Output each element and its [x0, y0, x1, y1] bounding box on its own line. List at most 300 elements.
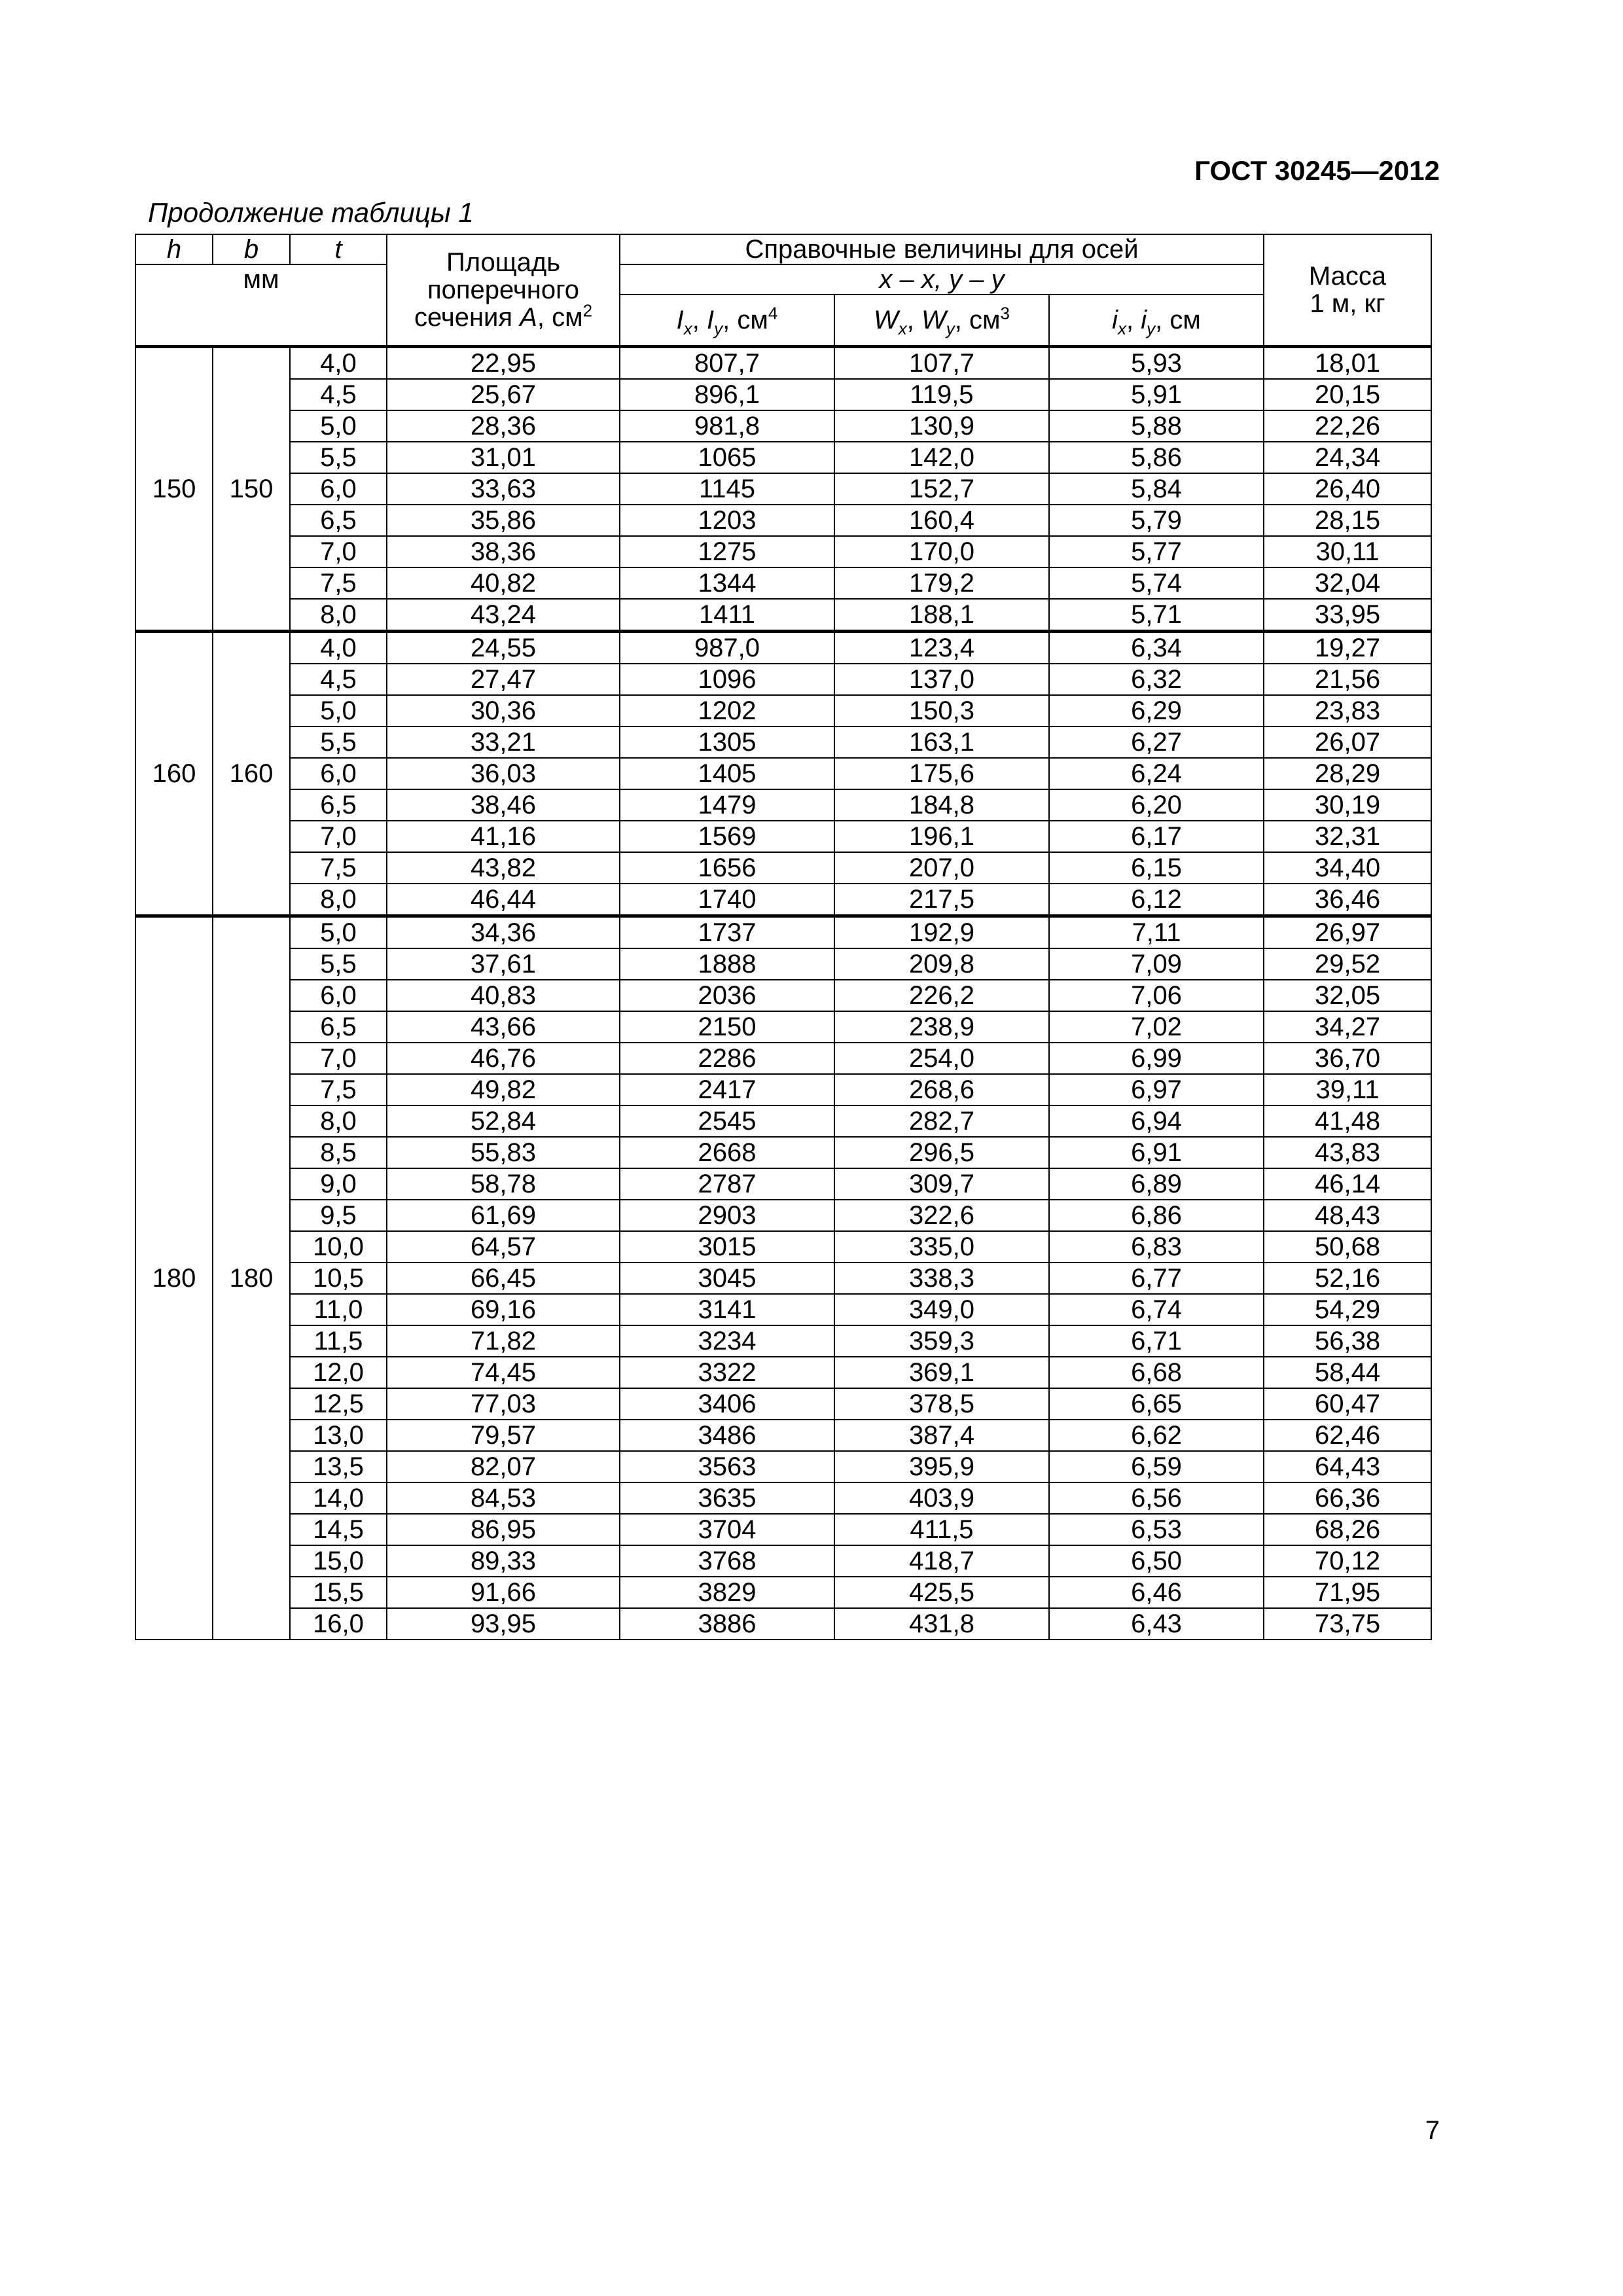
cell-inertia: 3886 — [620, 1608, 834, 1640]
area-unit: , см — [537, 303, 583, 332]
size-group — [135, 632, 1431, 916]
cell-area: 91,66 — [387, 1577, 620, 1608]
inertia-sep: , — [692, 306, 707, 334]
cell-inertia: 3768 — [620, 1545, 834, 1577]
cell-radius: 6,20 — [1049, 789, 1264, 821]
cell-radius: 5,88 — [1049, 410, 1264, 442]
cell-area: 22,95 — [387, 347, 620, 380]
cell-radius: 6,43 — [1049, 1608, 1264, 1640]
cell-mass: 30,19 — [1264, 789, 1431, 821]
inertia-var-2: I — [707, 306, 715, 334]
cell-t: 7,0 — [290, 536, 387, 567]
cell-t: 5,0 — [290, 695, 387, 726]
cell-t: 13,5 — [290, 1451, 387, 1482]
cell-radius: 6,74 — [1049, 1294, 1264, 1325]
cell-modulus: 196,1 — [834, 821, 1049, 852]
table-row — [135, 1263, 1431, 1294]
cell-t: 7,5 — [290, 567, 387, 599]
cell-modulus: 119,5 — [834, 379, 1049, 410]
cell-t: 15,0 — [290, 1545, 387, 1577]
table-header — [135, 234, 1431, 347]
cell-t: 12,0 — [290, 1357, 387, 1388]
document-code: ГОСТ 30245—2012 — [1194, 155, 1440, 186]
table-row — [135, 347, 1431, 380]
table-row — [135, 664, 1431, 695]
cell-modulus: 107,7 — [834, 347, 1049, 380]
inertia-sub-y: y — [714, 319, 723, 338]
inertia-var: I — [676, 306, 684, 334]
cell-inertia: 3322 — [620, 1357, 834, 1388]
cell-t: 13,0 — [290, 1420, 387, 1451]
cell-inertia: 2150 — [620, 1011, 834, 1043]
cell-radius: 6,65 — [1049, 1388, 1264, 1420]
cell-radius: 6,53 — [1049, 1514, 1264, 1545]
table-row — [135, 410, 1431, 442]
cell-inertia: 3704 — [620, 1514, 834, 1545]
cell-area: 79,57 — [387, 1420, 620, 1451]
table-row — [135, 1608, 1431, 1640]
table-row — [135, 1451, 1431, 1482]
table-row — [135, 1482, 1431, 1514]
radius-sep: , — [1126, 306, 1141, 334]
table-row — [135, 1074, 1431, 1105]
cell-inertia: 1065 — [620, 442, 834, 473]
cell-modulus: 254,0 — [834, 1043, 1049, 1074]
table-row — [135, 567, 1431, 599]
table-row — [135, 1231, 1431, 1263]
cell-area: 71,82 — [387, 1325, 620, 1357]
cell-t: 4,0 — [290, 632, 387, 664]
cell-mass: 52,16 — [1264, 1263, 1431, 1294]
cell-radius: 6,34 — [1049, 632, 1264, 664]
table-row — [135, 632, 1431, 664]
cell-t: 16,0 — [290, 1608, 387, 1640]
cell-modulus: 378,5 — [834, 1388, 1049, 1420]
cell-modulus: 369,1 — [834, 1357, 1049, 1388]
cell-modulus: 411,5 — [834, 1514, 1049, 1545]
modulus-var: W — [874, 306, 899, 334]
cell-radius: 6,46 — [1049, 1577, 1264, 1608]
cell-t: 7,5 — [290, 852, 387, 884]
cell-inertia: 2036 — [620, 980, 834, 1011]
inertia-exp: 4 — [768, 303, 778, 323]
cell-inertia: 3141 — [620, 1294, 834, 1325]
cell-area: 93,95 — [387, 1608, 620, 1640]
cell-area: 74,45 — [387, 1357, 620, 1388]
cell-inertia: 3045 — [620, 1263, 834, 1294]
cell-radius: 6,62 — [1049, 1420, 1264, 1451]
radius-unit: , см — [1155, 306, 1201, 334]
ref-values-header: Справочные величины для осей — [620, 234, 1264, 264]
table-caption: Продолжение таблицы 1 — [148, 197, 474, 228]
cell-area: 30,36 — [387, 695, 620, 726]
col-t-header: t — [290, 234, 387, 264]
area-line-3: сечения — [414, 303, 513, 332]
cell-modulus: 188,1 — [834, 599, 1049, 632]
table-row — [135, 1420, 1431, 1451]
cell-inertia: 2545 — [620, 1105, 834, 1137]
cell-inertia: 2286 — [620, 1043, 834, 1074]
cell-radius: 6,12 — [1049, 884, 1264, 916]
cell-modulus: 268,6 — [834, 1074, 1049, 1105]
cell-t: 4,0 — [290, 347, 387, 380]
cell-mass: 28,29 — [1264, 758, 1431, 789]
cell-t: 8,0 — [290, 599, 387, 632]
cell-area: 84,53 — [387, 1482, 620, 1514]
cell-inertia: 1344 — [620, 567, 834, 599]
cell-inertia: 1740 — [620, 884, 834, 916]
cell-modulus: 130,9 — [834, 410, 1049, 442]
cell-mass: 70,12 — [1264, 1545, 1431, 1577]
cell-inertia: 2787 — [620, 1168, 834, 1200]
cell-modulus: 338,3 — [834, 1263, 1049, 1294]
cell-radius: 6,77 — [1049, 1263, 1264, 1294]
cell-inertia: 3406 — [620, 1388, 834, 1420]
cell-inertia: 1305 — [620, 726, 834, 758]
cell-radius: 6,99 — [1049, 1043, 1264, 1074]
cell-mass: 46,14 — [1264, 1168, 1431, 1200]
table-row — [135, 980, 1431, 1011]
cell-modulus: 335,0 — [834, 1231, 1049, 1263]
modulus-exp: 3 — [1000, 303, 1010, 323]
inertia-sub-x: x — [683, 319, 692, 338]
cell-modulus: 163,1 — [834, 726, 1049, 758]
cell-inertia: 1569 — [620, 821, 834, 852]
axes-header: x – x, y – y — [620, 264, 1264, 295]
table-row — [135, 916, 1431, 949]
profile-table — [135, 234, 1432, 1640]
cell-inertia: 3486 — [620, 1420, 834, 1451]
cell-mass: 34,27 — [1264, 1011, 1431, 1043]
cell-area: 35,86 — [387, 505, 620, 536]
cell-radius: 5,84 — [1049, 473, 1264, 505]
cell-t: 8,0 — [290, 1105, 387, 1137]
cell-radius: 6,68 — [1049, 1357, 1264, 1388]
cell-modulus: 123,4 — [834, 632, 1049, 664]
cell-area: 55,83 — [387, 1137, 620, 1168]
cell-inertia: 1479 — [620, 789, 834, 821]
cell-area: 82,07 — [387, 1451, 620, 1482]
cell-area: 24,55 — [387, 632, 620, 664]
cell-modulus: 431,8 — [834, 1608, 1049, 1640]
cell-modulus: 160,4 — [834, 505, 1049, 536]
cell-radius: 5,79 — [1049, 505, 1264, 536]
modulus-var-2: W — [921, 306, 946, 334]
radius-sub-x: x — [1118, 319, 1127, 338]
cell-t: 5,5 — [290, 948, 387, 980]
table-row — [135, 1200, 1431, 1231]
cell-t: 5,0 — [290, 410, 387, 442]
size-group — [135, 916, 1431, 1640]
area-exp: 2 — [582, 300, 593, 321]
cell-modulus: 425,5 — [834, 1577, 1049, 1608]
modulus-unit: , см — [954, 306, 1001, 334]
cell-radius: 6,15 — [1049, 852, 1264, 884]
cell-t: 6,0 — [290, 758, 387, 789]
cell-area: 40,82 — [387, 567, 620, 599]
cell-b: 150 — [213, 347, 290, 632]
cell-b: 180 — [213, 916, 290, 1640]
cell-radius: 7,11 — [1049, 916, 1264, 949]
cell-area: 77,03 — [387, 1388, 620, 1420]
cell-mass: 68,26 — [1264, 1514, 1431, 1545]
col-area-header — [387, 234, 620, 347]
cell-mass: 32,31 — [1264, 821, 1431, 852]
cell-t: 4,5 — [290, 664, 387, 695]
table-row — [135, 473, 1431, 505]
col-inertia-header — [620, 295, 834, 347]
cell-t: 10,5 — [290, 1263, 387, 1294]
col-radius-header — [1049, 295, 1264, 347]
cell-mass: 32,04 — [1264, 567, 1431, 599]
cell-area: 40,83 — [387, 980, 620, 1011]
cell-t: 7,5 — [290, 1074, 387, 1105]
cell-inertia: 1888 — [620, 948, 834, 980]
area-line-1: Площадь — [446, 248, 561, 277]
cell-t: 12,5 — [290, 1388, 387, 1420]
cell-t: 6,5 — [290, 789, 387, 821]
cell-area: 52,84 — [387, 1105, 620, 1137]
cell-inertia: 2417 — [620, 1074, 834, 1105]
cell-area: 66,45 — [387, 1263, 620, 1294]
cell-t: 7,0 — [290, 1043, 387, 1074]
table-row — [135, 536, 1431, 567]
col-mass-header — [1264, 234, 1431, 347]
cell-t: 8,5 — [290, 1137, 387, 1168]
cell-area: 41,16 — [387, 821, 620, 852]
cell-mass: 29,52 — [1264, 948, 1431, 980]
page-number: 7 — [1425, 2116, 1440, 2145]
cell-modulus: 359,3 — [834, 1325, 1049, 1357]
cell-modulus: 207,0 — [834, 852, 1049, 884]
table-row — [135, 1357, 1431, 1388]
table-row — [135, 789, 1431, 821]
cell-area: 36,03 — [387, 758, 620, 789]
cell-radius: 6,89 — [1049, 1168, 1264, 1200]
cell-area: 58,78 — [387, 1168, 620, 1200]
cell-t: 6,0 — [290, 473, 387, 505]
cell-inertia: 1405 — [620, 758, 834, 789]
cell-inertia: 1096 — [620, 664, 834, 695]
cell-inertia: 896,1 — [620, 379, 834, 410]
cell-radius: 6,59 — [1049, 1451, 1264, 1482]
table-row — [135, 1294, 1431, 1325]
cell-radius: 6,27 — [1049, 726, 1264, 758]
cell-mass: 19,27 — [1264, 632, 1431, 664]
cell-t: 5,0 — [290, 916, 387, 949]
cell-modulus: 150,3 — [834, 695, 1049, 726]
table-row — [135, 758, 1431, 789]
cell-inertia: 3563 — [620, 1451, 834, 1482]
cell-modulus: 238,9 — [834, 1011, 1049, 1043]
cell-area: 38,36 — [387, 536, 620, 567]
cell-inertia: 3635 — [620, 1482, 834, 1514]
cell-modulus: 395,9 — [834, 1451, 1049, 1482]
cell-area: 25,67 — [387, 379, 620, 410]
table-row — [135, 1545, 1431, 1577]
cell-modulus: 418,7 — [834, 1545, 1049, 1577]
cell-modulus: 309,7 — [834, 1168, 1049, 1200]
cell-inertia: 3234 — [620, 1325, 834, 1357]
cell-mass: 24,34 — [1264, 442, 1431, 473]
cell-area: 61,69 — [387, 1200, 620, 1231]
cell-radius: 7,02 — [1049, 1011, 1264, 1043]
cell-mass: 26,97 — [1264, 916, 1431, 949]
cell-mass: 26,40 — [1264, 473, 1431, 505]
inertia-unit: , см — [722, 306, 768, 334]
cell-area: 31,01 — [387, 442, 620, 473]
table-row — [135, 1577, 1431, 1608]
cell-mass: 66,36 — [1264, 1482, 1431, 1514]
cell-t: 5,5 — [290, 726, 387, 758]
cell-inertia: 987,0 — [620, 632, 834, 664]
cell-t: 4,5 — [290, 379, 387, 410]
cell-modulus: 296,5 — [834, 1137, 1049, 1168]
cell-t: 9,5 — [290, 1200, 387, 1231]
unit-mm-header: мм — [135, 264, 387, 347]
col-b-header: b — [213, 234, 290, 264]
cell-inertia: 1656 — [620, 852, 834, 884]
table-row — [135, 1137, 1431, 1168]
area-var: A — [520, 303, 537, 332]
radius-var: i — [1112, 306, 1118, 334]
cell-radius: 5,77 — [1049, 536, 1264, 567]
cell-inertia: 3015 — [620, 1231, 834, 1263]
cell-radius: 5,91 — [1049, 379, 1264, 410]
cell-mass: 39,11 — [1264, 1074, 1431, 1105]
cell-area: 34,36 — [387, 916, 620, 949]
cell-t: 6,5 — [290, 1011, 387, 1043]
modulus-sep: , — [906, 306, 922, 334]
cell-radius: 6,86 — [1049, 1200, 1264, 1231]
table-row — [135, 1388, 1431, 1420]
cell-area: 43,82 — [387, 852, 620, 884]
cell-mass: 20,15 — [1264, 379, 1431, 410]
cell-modulus: 192,9 — [834, 916, 1049, 949]
table-row — [135, 852, 1431, 884]
col-modulus-header — [834, 295, 1049, 347]
table-row — [135, 1168, 1431, 1200]
cell-modulus: 152,7 — [834, 473, 1049, 505]
cell-modulus: 142,0 — [834, 442, 1049, 473]
cell-inertia: 1145 — [620, 473, 834, 505]
table-row — [135, 884, 1431, 916]
cell-inertia: 1275 — [620, 536, 834, 567]
radius-sub-y: y — [1147, 319, 1156, 338]
table-row — [135, 726, 1431, 758]
cell-radius: 6,50 — [1049, 1545, 1264, 1577]
table-row — [135, 1043, 1431, 1074]
table-row — [135, 948, 1431, 980]
cell-mass: 62,46 — [1264, 1420, 1431, 1451]
cell-t: 5,5 — [290, 442, 387, 473]
cell-h: 150 — [135, 347, 213, 632]
cell-mass: 73,75 — [1264, 1608, 1431, 1640]
cell-inertia: 1411 — [620, 599, 834, 632]
table-row — [135, 379, 1431, 410]
cell-radius: 6,56 — [1049, 1482, 1264, 1514]
modulus-sub-x: x — [898, 319, 907, 338]
cell-b: 160 — [213, 632, 290, 916]
cell-mass: 36,46 — [1264, 884, 1431, 916]
cell-area: 43,66 — [387, 1011, 620, 1043]
cell-h: 160 — [135, 632, 213, 916]
cell-radius: 6,24 — [1049, 758, 1264, 789]
modulus-sub-y: y — [946, 319, 955, 338]
table-row — [135, 821, 1431, 852]
table-row — [135, 695, 1431, 726]
cell-mass: 32,05 — [1264, 980, 1431, 1011]
cell-t: 8,0 — [290, 884, 387, 916]
cell-radius: 7,06 — [1049, 980, 1264, 1011]
cell-mass: 41,48 — [1264, 1105, 1431, 1137]
cell-modulus: 209,8 — [834, 948, 1049, 980]
cell-inertia: 2903 — [620, 1200, 834, 1231]
cell-radius: 5,86 — [1049, 442, 1264, 473]
cell-mass: 60,47 — [1264, 1388, 1431, 1420]
cell-area: 28,36 — [387, 410, 620, 442]
cell-modulus: 226,2 — [834, 980, 1049, 1011]
table-row — [135, 505, 1431, 536]
cell-t: 15,5 — [290, 1577, 387, 1608]
table-row — [135, 1011, 1431, 1043]
cell-mass: 30,11 — [1264, 536, 1431, 567]
cell-area: 37,61 — [387, 948, 620, 980]
cell-modulus: 217,5 — [834, 884, 1049, 916]
cell-mass: 33,95 — [1264, 599, 1431, 632]
cell-mass: 18,01 — [1264, 347, 1431, 380]
cell-modulus: 175,6 — [834, 758, 1049, 789]
cell-modulus: 349,0 — [834, 1294, 1049, 1325]
cell-h: 180 — [135, 916, 213, 1640]
cell-t: 14,5 — [290, 1514, 387, 1545]
cell-radius: 5,93 — [1049, 347, 1264, 380]
cell-mass: 36,70 — [1264, 1043, 1431, 1074]
col-h-header: h — [135, 234, 213, 264]
table-row — [135, 1105, 1431, 1137]
cell-mass: 43,83 — [1264, 1137, 1431, 1168]
cell-radius: 5,74 — [1049, 567, 1264, 599]
cell-mass: 64,43 — [1264, 1451, 1431, 1482]
cell-area: 33,21 — [387, 726, 620, 758]
cell-radius: 6,97 — [1049, 1074, 1264, 1105]
cell-modulus: 137,0 — [834, 664, 1049, 695]
cell-mass: 56,38 — [1264, 1325, 1431, 1357]
radius-var-2: i — [1141, 306, 1147, 334]
cell-area: 89,33 — [387, 1545, 620, 1577]
cell-t: 11,0 — [290, 1294, 387, 1325]
cell-t: 6,5 — [290, 505, 387, 536]
cell-radius: 6,83 — [1049, 1231, 1264, 1263]
cell-mass: 48,43 — [1264, 1200, 1431, 1231]
cell-area: 27,47 — [387, 664, 620, 695]
size-group — [135, 347, 1431, 632]
cell-t: 6,0 — [290, 980, 387, 1011]
cell-t: 7,0 — [290, 821, 387, 852]
cell-t: 9,0 — [290, 1168, 387, 1200]
cell-inertia: 807,7 — [620, 347, 834, 380]
cell-mass: 23,83 — [1264, 695, 1431, 726]
cell-area: 43,24 — [387, 599, 620, 632]
cell-modulus: 179,2 — [834, 567, 1049, 599]
cell-radius: 6,91 — [1049, 1137, 1264, 1168]
cell-area: 69,16 — [387, 1294, 620, 1325]
cell-radius: 6,17 — [1049, 821, 1264, 852]
cell-inertia: 1202 — [620, 695, 834, 726]
cell-area: 46,44 — [387, 884, 620, 916]
cell-inertia: 1203 — [620, 505, 834, 536]
cell-area: 49,82 — [387, 1074, 620, 1105]
